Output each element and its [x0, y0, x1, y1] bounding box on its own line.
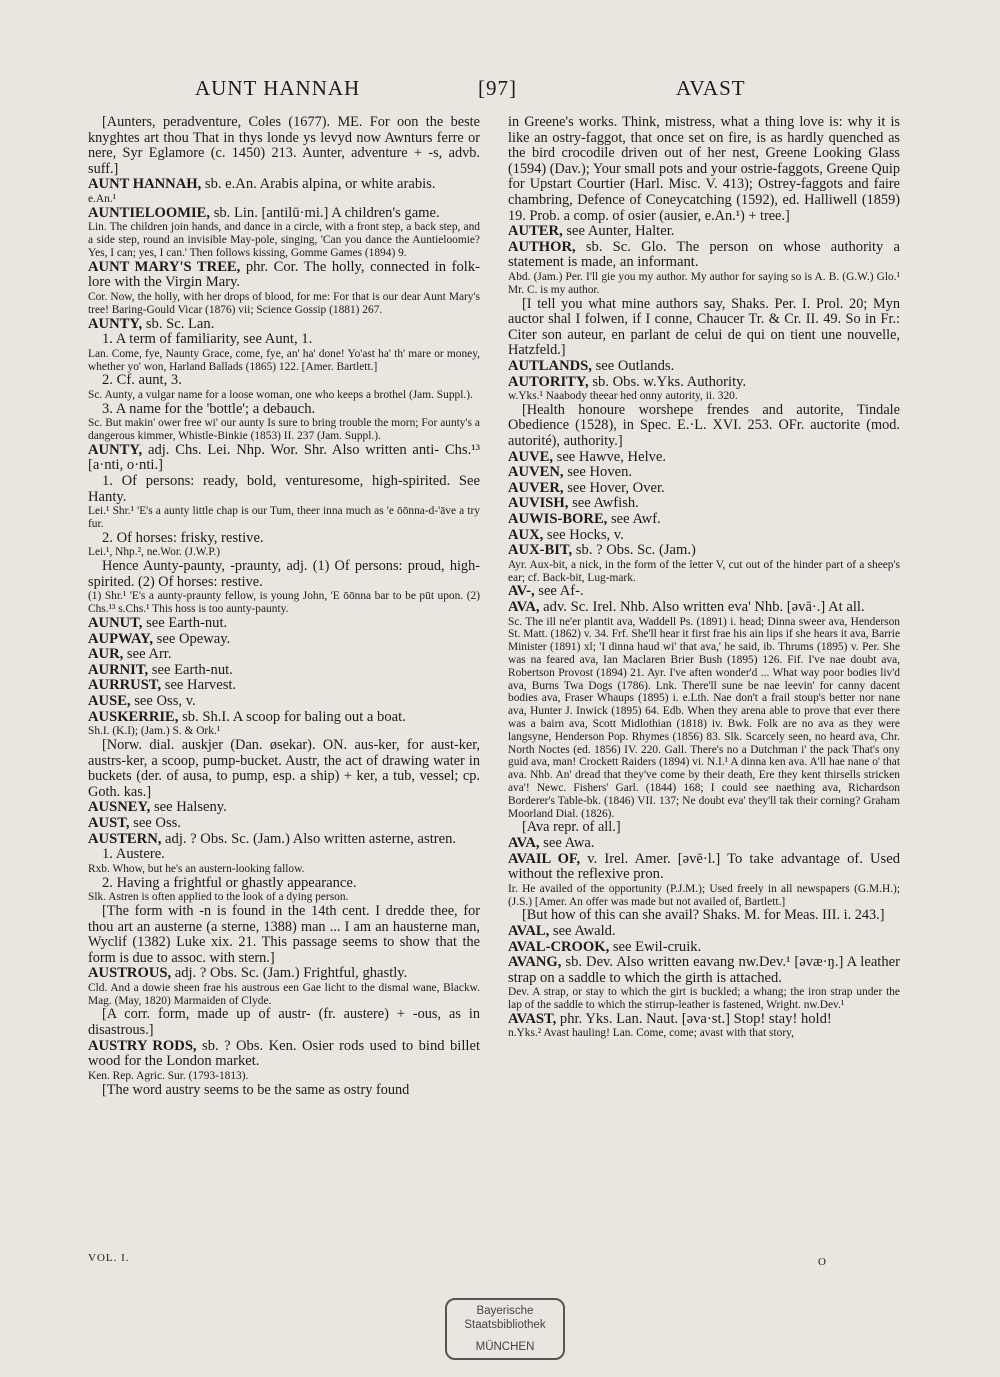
citation-text: (1) Shr.¹ 'E's a aunty-praunty fellow, is young John, 'E ōōnna bar to be pūt upon. (2) Chs.¹³ s.Chs.¹ This hoss is too aunty-paunty.	[88, 590, 480, 616]
entry-text: sb. ? Obs. Sc. (Jam.)	[572, 542, 696, 559]
citation-text: Lei.¹, Nhp.², ne.Wor. (J.W.P.)	[88, 546, 221, 559]
headword: AVAL,	[508, 922, 550, 939]
entry-paragraph: [But how of this can she avail? Shaks. M. for Meas. III. i. 243.]	[522, 907, 885, 924]
dictionary-entry	[88, 966, 480, 982]
dictionary-entry	[508, 600, 900, 616]
dictionary-entry	[88, 632, 480, 648]
dictionary-entry	[508, 496, 900, 512]
headword: AUNT HANNAH,	[88, 176, 202, 193]
entry-text: adj. Chs. Lei. Nhp. Wor. Shr. Also written anti- Chs.¹³ [a·nti, o·nti.]	[88, 441, 480, 474]
dictionary-entry	[508, 512, 900, 528]
dictionary-entry	[508, 852, 900, 883]
headword: AVA,	[508, 834, 540, 851]
dictionary-entry	[88, 616, 480, 632]
headword: AUSKERRIE,	[88, 708, 179, 725]
dictionary-entry	[88, 694, 480, 710]
citation-text: Lan. Come, fye, Naunty Grace, come, fye, an' ha' done! Yo'ast ha' th' mare or money, whether yo' won, Harland Ballads (1865) 122. [Amer. Bartlett.]	[88, 347, 480, 373]
entry-text: phr. Cor. The holly, connected in folk-lore with the Virgin Mary.	[88, 258, 480, 291]
headword: AUWIS-BORE,	[508, 511, 608, 528]
entry-paragraph: [A corr. form, made up of austr- (fr. austere) + -ous, as in disastrous.]	[88, 1006, 480, 1039]
dictionary-entry	[88, 260, 480, 291]
citation-text: Ir. He availed of the opportunity (P.J.M.); Used freely in all newspapers (G.M.H.); (J.S.) [Amer. An offer was made but not availed of, Bartlett.]	[508, 882, 900, 908]
citation-text: w.Yks.¹ Naabody theear hed onny autority, ii. 320.	[508, 390, 738, 403]
dictionary-entry	[88, 678, 480, 694]
stamp-line: Bayerische	[476, 1305, 534, 1317]
headword: AUX,	[508, 526, 544, 543]
dictionary-entry	[508, 955, 900, 986]
entry-text: see Earth-nut.	[148, 661, 233, 678]
entry-text: 2. Having a frightful or ghastly appearance.	[102, 874, 357, 891]
citation-text: Rxb. Whow, but he's an austern-looking fallow.	[88, 862, 305, 875]
citation-text: Sh.I. (K.I); (Jam.) S. & Ork.¹	[88, 725, 221, 738]
dictionary-entry	[88, 710, 480, 726]
entry-text: see Arr.	[123, 646, 172, 663]
citation-text: Sc. But makin' ower free wi' our aunty Is sure to bring trouble the morn; For aunty's a dangerous kimmer, Whistle-Binkie (1853) II. 237 (Jam. Suppl.).	[88, 417, 480, 443]
entry-text: see Oss, v.	[130, 693, 196, 709]
citation-text: e.An.¹	[88, 192, 117, 205]
headword: AUSTROUS,	[88, 965, 172, 982]
entry-text: see Earth-nut.	[142, 615, 228, 632]
library-stamp	[445, 1298, 565, 1360]
entry-text: see Awald.	[549, 922, 616, 939]
headword: AUTHOR,	[508, 238, 576, 255]
entry-text: sb. Sh.I. A scoop for baling out a boat.	[178, 708, 406, 725]
dictionary-entry	[508, 359, 900, 375]
entry-text: see Harvest.	[161, 677, 237, 694]
entry-text: sb. ? Obs. Ken. Osier rods used to bind billet wood for the London market.	[88, 1037, 480, 1070]
entry-text: 1. A term of familiarity, see Aunt, 1.	[102, 331, 313, 348]
dictionary-entry	[88, 816, 480, 832]
dictionary-entry	[508, 375, 900, 391]
entry-text: 2. Cf. aunt, 3.	[102, 372, 182, 389]
entry-text: sb. Obs. w.Yks. Authority.	[588, 373, 747, 390]
headword: AUNT MARY'S TREE,	[88, 258, 241, 275]
citation-text: Dev. A strap, or stay to which the girt is buckled; a whang; the iron strap under the lap of the saddle to which the stirrup-leather is fastened, Wright. nw.Dev.¹	[508, 986, 900, 1012]
left-column	[88, 115, 480, 1250]
headword: AUNUT,	[88, 615, 143, 632]
citation-text: Sc. Aunty, a vulgar name for a loose woman, one who keeps a brothel (Jam. Suppl.).	[88, 388, 473, 401]
entry-text: see Hover, Over.	[563, 479, 665, 496]
entry-text: adj. ? Obs. Sc. (Jam.) Also written asterne, astren.	[161, 830, 457, 847]
entry-text: v. Irel. Amer. [əvē·l.] To take advantage of. Used without the reflexive pron.	[508, 850, 900, 883]
dictionary-entry	[508, 240, 900, 271]
headword: AUSTERN,	[88, 830, 162, 847]
headword: AVA,	[508, 599, 540, 616]
citation-text: Lei.¹ Shr.¹ 'E's a aunty little chap is our Tum, theer inna much as 'e ōōnna-d-'āve a try fur.	[88, 505, 480, 531]
dictionary-entry	[88, 531, 480, 547]
page-number: [97]	[478, 76, 517, 100]
headword: AVAL-CROOK,	[508, 938, 610, 955]
headword: AVANG,	[508, 954, 562, 971]
dictionary-entry	[508, 584, 900, 600]
headword: AUTER,	[508, 223, 563, 240]
dictionary-entry	[88, 317, 480, 333]
headword: AUSTRY RODS,	[88, 1037, 197, 1054]
dictionary-entry	[88, 663, 480, 679]
dictionary-entry	[88, 443, 480, 474]
citation-text: Sc. The ill ne'er plantit ava, Waddell Ps. (1891) i. head; Dinna sweer ava, Henderson St. Matt. (1862) v. 34. Frf. She'll hear it first frae his ain lips if she hears it ava, Barrie Minister (1891) xl; 'I dinna haud wi' that ava,' he said, ib. Thrums (1895) v. Per. She was na feared ava, Ian Maclaren Brier Bush (1895) 126. Fif. I've nae doubt ava, Robertson Provost (1894) 21. Ayr. I've aften wonder'd ... What way poor bodies liv'd ava, Burns Twa Dogs (1786). Lnk. There'll sune be nae leevin' for canny dacent bodies ava, Fraser Whaups (1895) i. e.Lth. Nae don't a frail stoup's better nor nane ava, Hunter J. Inwick (1895) 64. Edb. When they arena able to prove that ever there was a bairn ava, Scott Midlothian (1818) iv. Bwk. Folk are no ava as they were langsyne, Henderson Pop. Rhymes (1856) 83. Slk. Scarcely seen, no heard ava, Chr. North Noctes (ed. 1856) IV. 220. Gall. There's no a Dutchman i' the pack That's ony guid ava, man! Crockett Raiders (1894) vi. N.I.¹ A dinna ken ava. A'll hae nane o' that ava. Nhb. An' dread that they've come by their death, Ere they kent thirsells stricken ava'! Newc. Fishers' Garl. (1844) 168; I could see naething ava, Richardson Borderer's Table-bk. (1846) VII. 137; Ne doubt eva' they'll tak their corning? Graham Moorland Dial. (1826).	[508, 615, 900, 820]
stamp-line: MÜNCHEN	[475, 1341, 535, 1353]
dictionary-entry	[88, 847, 480, 863]
headword: AVAST,	[508, 1010, 557, 1027]
dictionary-entry	[508, 836, 900, 852]
entry-text: phr. Yks. Lan. Naut. [əva·st.] Stop! stay! hold!	[556, 1010, 832, 1027]
signature-mark: O	[818, 1256, 826, 1268]
entry-text: sb. e.An. Arabis alpina, or white arabis.	[201, 176, 436, 193]
entry-paragraph: [The form with -n is found in the 14th cent. I dredde thee, for thou art an austerne (a sterne, 1388) man ... I am an hausterne man, Wyclif (1382) Luke xix. 21. This passage seems to show that the form is due to assoc. with stern.]	[88, 902, 480, 966]
entry-text: sb. Dev. Also written eavang nw.Dev.¹ [əvæ·ŋ.] A leather strap on a saddle to which the girth is attached.	[508, 954, 900, 986]
headword: AUVISH,	[508, 495, 569, 512]
right-column	[508, 115, 900, 1250]
entry-text: see Awf.	[607, 511, 661, 528]
dictionary-entry	[508, 528, 900, 544]
citation-text: Cld. And a dowie sheen frae his austrous een Gae licht to the dismal wane, Blackw. Mag. (May, 1820) Marmaiden of Clyde.	[88, 981, 480, 1007]
entry-text: sb. Lin. [antilū·mi.] A children's game.	[210, 204, 440, 221]
volume-label: VOL. I.	[88, 1252, 130, 1264]
running-head-right: AVAST	[676, 76, 746, 100]
headword: AUVEN,	[508, 464, 564, 481]
entry-text: see Awfish.	[568, 495, 639, 512]
entry-text: see Opeway.	[153, 630, 231, 647]
entry-text: see Awa.	[539, 834, 595, 851]
headword: AUPWAY,	[88, 630, 154, 647]
dictionary-entry	[88, 647, 480, 663]
dictionary-entry	[88, 332, 480, 348]
dictionary-entry	[508, 1012, 900, 1028]
dictionary-entry	[508, 940, 900, 956]
entry-text: sb. Sc. Lan.	[142, 315, 215, 332]
entry-text: see Outlands.	[591, 357, 675, 374]
entry-text: see Hoven.	[563, 464, 633, 481]
citation-text: n.Yks.² Avast hauling! Lan. Come, come; avast with that story,	[508, 1027, 794, 1040]
headword: AUST,	[88, 814, 130, 831]
headword: AV-,	[508, 583, 535, 600]
headword: AUVER,	[508, 479, 564, 496]
entry-text: 3. A name for the 'bottle'; a debauch.	[102, 400, 316, 417]
headword: AURRUST,	[88, 677, 162, 694]
running-head-left: AUNT HANNAH	[195, 76, 361, 100]
entry-paragraph: [Ava repr. of all.]	[522, 819, 621, 836]
headword: AVAIL OF,	[508, 850, 581, 867]
dictionary-entry	[508, 450, 900, 466]
dictionary-entry	[508, 481, 900, 497]
headword: AUNTY,	[88, 315, 143, 332]
dictionary-entry	[88, 206, 480, 222]
entry-text: 1. Of persons: ready, bold, venturesome, high-spirited. See Hanty.	[88, 473, 480, 505]
headword: AUSNEY,	[88, 799, 151, 816]
dictionary-entry	[508, 924, 900, 940]
citation-text: Cor. Now, the holly, with her drops of blood, for me: For that is our dear Aunt Mary's tree! Baring-Gould Vicar (1876) vii; Science Gossip (1881) 267.	[88, 290, 480, 316]
dictionary-entry	[88, 832, 480, 848]
dictionary-entry	[88, 800, 480, 816]
entry-paragraph: [Health honoure worshepe frendes and autorite, Tindale Obedience (1528), in Spec. E.·L. XVI. 253. OFr. auctorite (mod. autorité), authority.]	[508, 401, 900, 450]
stamp-line: Staatsbibliothek	[464, 1319, 546, 1331]
headword: AUX-BIT,	[508, 542, 573, 559]
entry-paragraph: [I tell you what mine authors say, Shaks. Per. I. Prol. 20; Myn auctor shal I folwen, if I conne, Chaucer Tr. & Cr. II. 49. So in Fr.: Citer son auteur, en parlant de celui de qui on tient une nouvelle, Hatzfeld.]	[508, 295, 900, 359]
headword: AUSE,	[88, 693, 131, 709]
entry-text: 1. Austere.	[102, 846, 165, 863]
entry-text: see Halseny.	[150, 799, 227, 816]
dictionary-entry	[508, 224, 900, 240]
entry-text: adj. ? Obs. Sc. (Jam.) Frightful, ghastly.	[171, 965, 408, 982]
citation-text: Ayr. Aux-bit, a nick, in the form of the letter V, cut out of the hinder part of a sheep's ear; cf. Back-bit, Lug-mark.	[508, 558, 900, 584]
entry-text: see Hocks, v.	[543, 526, 624, 543]
headword: AURNIT,	[88, 661, 149, 678]
headword: AUNTY,	[88, 441, 143, 458]
dictionary-entry	[88, 177, 480, 193]
entry-text: 2. Of horses: frisky, restive.	[102, 529, 264, 546]
headword: AUR,	[88, 646, 124, 663]
entry-text: see Af-.	[534, 583, 584, 600]
entry-paragraph: in Greene's works. Think, mistress, what a thing love is: why it is like an ostry-faggot, that once set on fire, is as hardly quenched as the bird crocodile driven out of her nest, Greene Looking Glass (1594) (Dav.); Your small pots and your ostrie-faggots, Greene Quip for Upstart Courtier (Harl. Misc. V. 413); Ostrey-faggots and faire chambring, Defence of Coneycatching (1592), ed. Halliwell (1859) 19. Prob. a comp. of osier (ausier, e.An.¹) + tree.]	[508, 115, 900, 224]
entry-text: see Aunter, Halter.	[562, 223, 675, 240]
dictionary-entry	[88, 876, 480, 892]
entry-paragraph: [Aunters, peradventure, Coles (1677). ME. For oon the beste knyghtes art thou That in thys londe ys levyd now Awnturs ferre or nere, Syr Eglamore (c. 1450) 213. Aunter, adventure + -s, advb. suff.]	[88, 115, 480, 177]
dictionary-entry	[88, 402, 480, 418]
entry-paragraph: [The word austry seems to be the same as ostry found	[102, 1081, 410, 1098]
citation-text: Ken. Rep. Agric. Sur. (1793-1813).	[88, 1069, 249, 1082]
dictionary-entry	[88, 1039, 480, 1070]
headword: AUTLANDS,	[508, 357, 592, 374]
dictionary-entry	[508, 465, 900, 481]
dictionary-entry	[88, 373, 480, 389]
entry-text: see Hawve, Helve.	[553, 448, 667, 465]
headword: AUTORITY,	[508, 373, 589, 390]
entry-paragraph: [Norw. dial. auskjer (Dan. øsekar). ON. aus-ker, for aust-ker, austrs-ker, a scoop, pump-bucket. Austr, the act of drawing water in buckets (der. of ausa, to pump, esp. a ship) + ker, a tub, vessel; cp. Goth. kas.]	[88, 736, 480, 800]
entry-text: sb. Sc. Glo. The person on whose authority a statement is made, an informant.	[508, 238, 900, 271]
entry-text: adv. Sc. Irel. Nhb. Also written eva' Nhb. [əvā·.] At all.	[539, 599, 865, 616]
entry-text: see Oss.	[129, 814, 181, 831]
headword: AUVE,	[508, 448, 553, 465]
dictionary-entry	[88, 474, 480, 505]
entry-paragraph: Hence Aunty-paunty, -praunty, adj. (1) Of persons: proud, high-spirited. (2) Of horses: restive.	[88, 558, 480, 590]
citation-text: Abd. (Jam.) Per. I'll gie you my author. My author for saying so is A. B. (G.W.) Glo.¹ Mr. C. is my author.	[508, 270, 900, 296]
entry-text: see Ewil-cruik.	[609, 938, 702, 955]
citation-text: Lin. The children join hands, and dance in a circle, with a front step, a back step, and a side step, round an invisible May-pole, singing, 'Can you dance the Auntieloomie? Yes, I can; yes, I can.' Then follows kissing, Gomme Games (1894) 9.	[88, 221, 480, 259]
dictionary-entry	[508, 543, 900, 559]
citation-text: Slk. Astren is often applied to the look of a dying person.	[88, 891, 349, 904]
headword: AUNTIELOOMIE,	[88, 204, 211, 221]
